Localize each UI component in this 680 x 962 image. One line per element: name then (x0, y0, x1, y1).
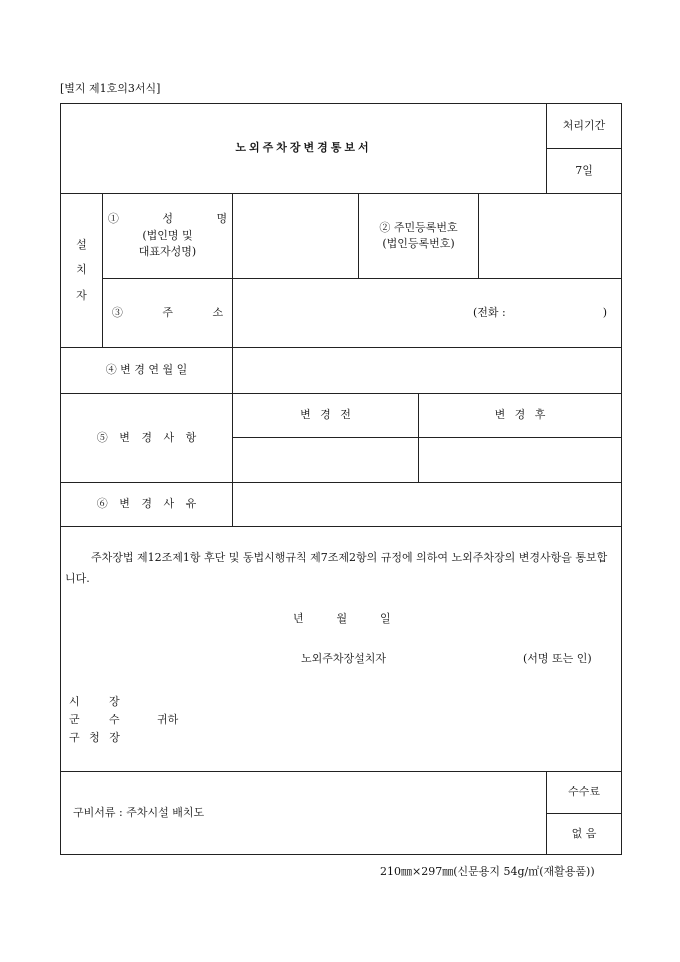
paper-spec-note: 210㎜×297㎜(신문용지 54g/㎡(재활용품)) (380, 865, 595, 878)
fee-value: 없 음 (547, 814, 622, 855)
processing-period-value: 7일 (547, 149, 622, 194)
phone-close: ) (602, 305, 608, 319)
change-date-label: ④ 변 경 연 월 일 (61, 348, 233, 394)
resident-number-field[interactable] (479, 194, 622, 279)
phone-label: (전화 : (472, 305, 506, 319)
before-label: 변 경 전 (233, 394, 419, 438)
installer-side-label: 설 치 자 (61, 194, 103, 348)
change-reason-field[interactable] (233, 483, 622, 527)
date-line: 년 월 일 (293, 612, 391, 625)
processing-period-label: 처리기간 (547, 104, 622, 149)
addressee: 시 장 군 수 귀하 구 청 장 (69, 695, 179, 744)
after-field[interactable] (419, 438, 622, 483)
signature-mark: (서명 또는 인) (523, 652, 592, 665)
resident-number-label: ② 주민등록번호 (법인등록번호) (359, 194, 479, 279)
attachments: 구비서류 : 주차시설 배치도 (61, 772, 547, 855)
notice-section (61, 527, 622, 772)
address-field[interactable] (233, 279, 622, 348)
address-label: ③ 주 소 (103, 279, 233, 348)
fee-label: 수수료 (547, 772, 622, 814)
signer-label: 노외주차장설치자 (301, 652, 387, 665)
change-notice-form (60, 103, 622, 855)
change-date-field[interactable] (233, 348, 622, 394)
notice-text: 주차장법 제12조제1항 후단 및 동법시행규칙 제7조제2항의 규정에 의하여 노외주차장의 변경사항을 통보합니다. (65, 551, 608, 585)
name-label: ① 성 명 (법인명 및 대표자성명) (103, 194, 233, 279)
name-field[interactable] (233, 194, 359, 279)
after-label: 변 경 후 (419, 394, 622, 438)
change-items-label: ⑤ 변 경 사 항 (61, 394, 233, 483)
before-field[interactable] (233, 438, 419, 483)
form-title: 노외주차장변경통보서 (61, 104, 547, 194)
change-reason-label: ⑥ 변 경 사 유 (61, 483, 233, 527)
form-number-label: [별지 제1호의3서식] (60, 82, 161, 95)
